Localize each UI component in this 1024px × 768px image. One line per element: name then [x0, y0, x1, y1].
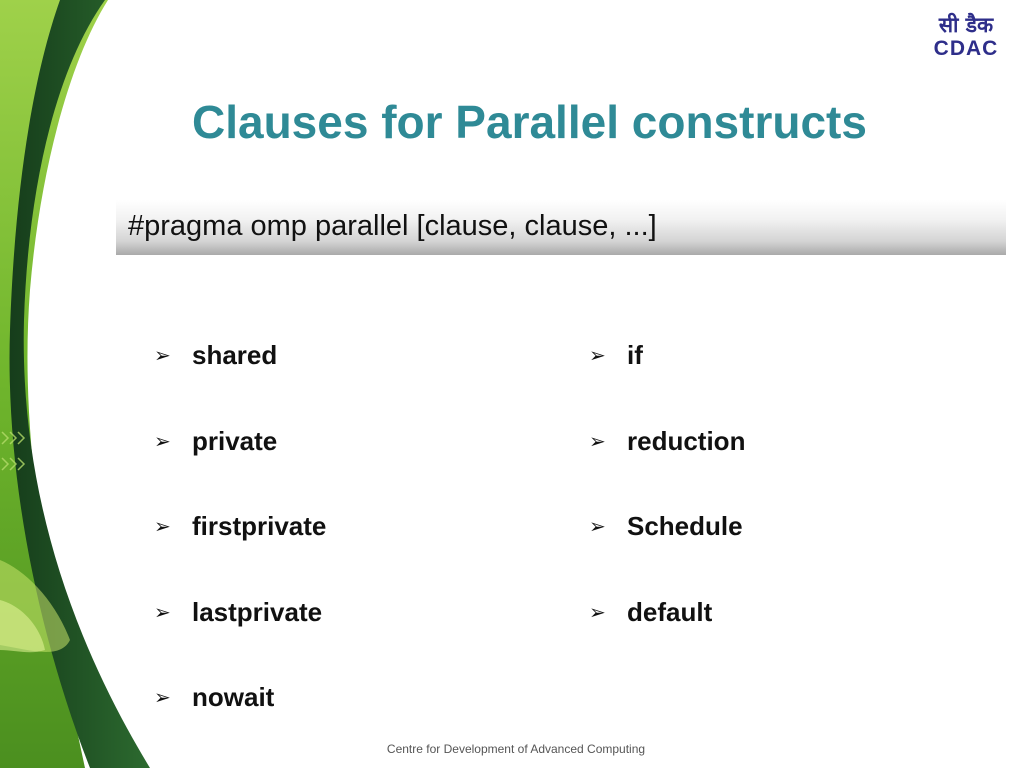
- list-item: [154, 422, 326, 508]
- clause-label: reduction: [627, 425, 746, 456]
- logo-hindi-text: सी डैक: [938, 13, 994, 37]
- list-item: [589, 507, 745, 593]
- list-item: [154, 507, 326, 593]
- cdac-logo: [928, 12, 1004, 64]
- arrow-bullet-icon: ➢: [154, 343, 171, 367]
- arrow-bullet-icon: ➢: [589, 428, 606, 453]
- pragma-banner: [116, 200, 1006, 255]
- clause-label: shared: [192, 340, 278, 370]
- clause-label: default: [627, 596, 713, 627]
- arrow-bullet-icon: ➢: [154, 685, 171, 709]
- arrow-bullet-icon: ➢: [154, 514, 171, 538]
- list-item: [154, 336, 326, 422]
- arrow-bullet-icon: ➢: [154, 599, 171, 624]
- clause-list-left: [154, 336, 326, 764]
- list-item: [154, 593, 326, 679]
- clause-label: firstprivate: [192, 511, 327, 541]
- clause-label: nowait: [192, 682, 275, 712]
- arrow-bullet-icon: ➢: [154, 428, 171, 453]
- clause-label: Schedule: [627, 511, 743, 541]
- clause-list-right: [589, 336, 745, 678]
- slide-footer: Centre for Development of Advanced Computing: [386, 742, 646, 756]
- list-item: [589, 422, 745, 508]
- clause-label: private: [192, 425, 278, 456]
- clause-label: lastprivate: [192, 596, 323, 627]
- clause-label: if: [627, 340, 643, 370]
- list-item: [589, 593, 745, 679]
- arrow-bullet-icon: ➢: [589, 343, 606, 367]
- list-item: [589, 336, 745, 422]
- logo-latin-text: CDAC: [933, 37, 999, 60]
- arrow-bullet-icon: ➢: [589, 599, 606, 624]
- arrow-bullet-icon: ➢: [589, 514, 606, 538]
- slide-title: Clauses for Parallel constructs: [192, 96, 867, 148]
- pragma-syntax-text: #pragma omp parallel [clause, clause, ...]: [128, 210, 657, 242]
